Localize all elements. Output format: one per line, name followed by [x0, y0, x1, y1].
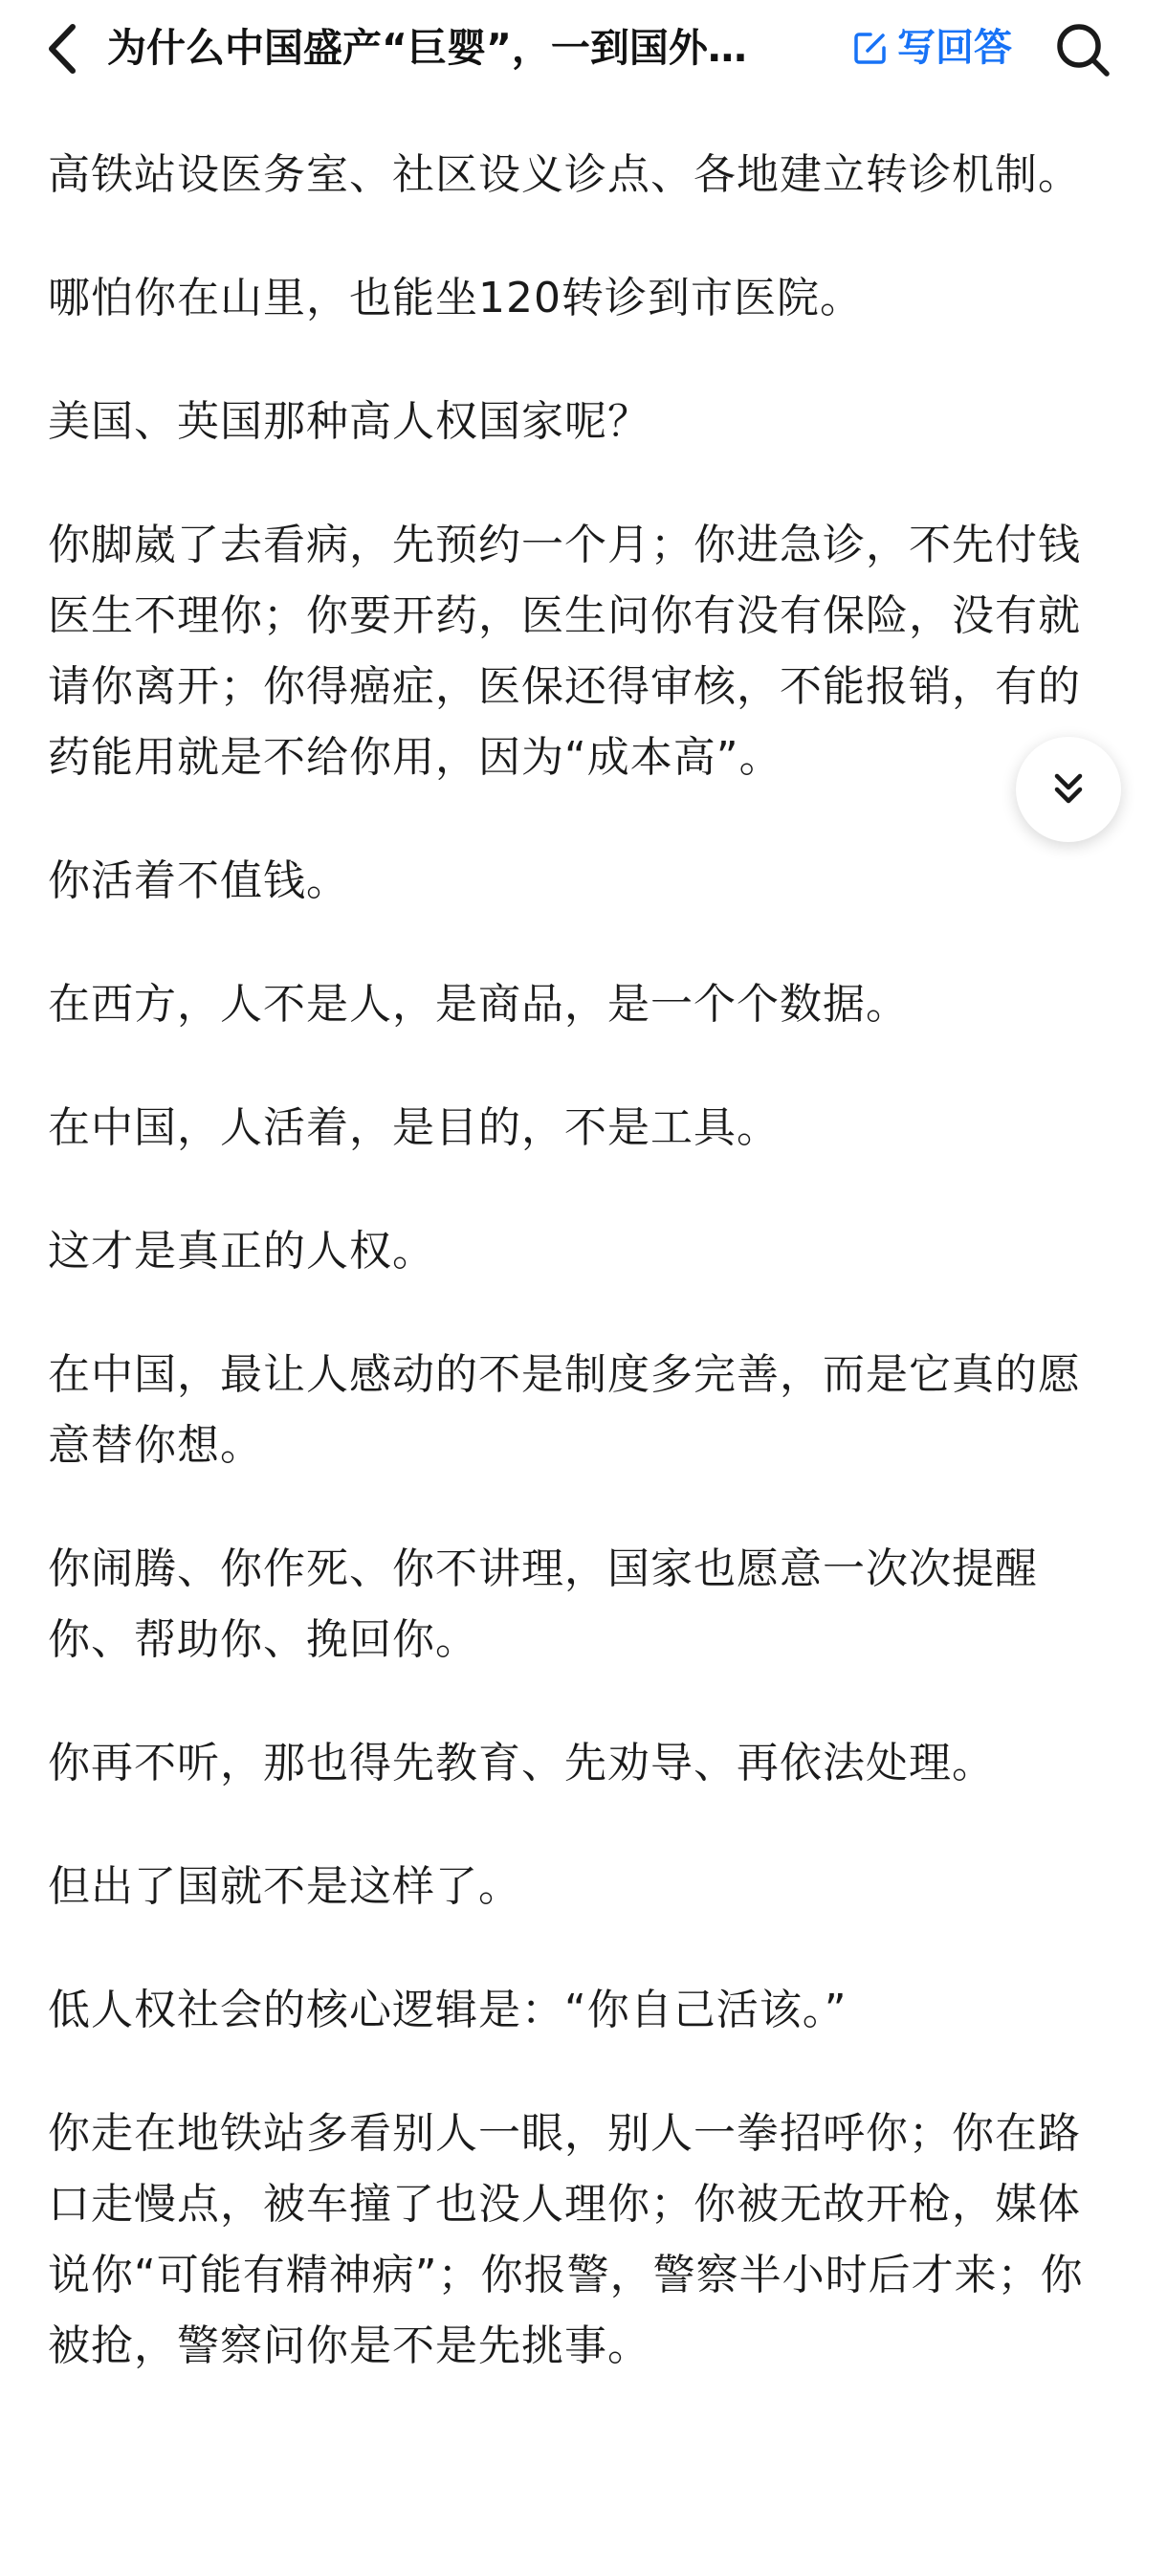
paragraph: 你闹腾、你作死、你不讲理，国家也愿意一次次提醒你、帮助你、挽回你。 [48, 1544, 1038, 1664]
edit-icon [851, 29, 890, 67]
paragraph: 哪怕你在山里，也能坐120转诊到市医院。 [48, 274, 863, 322]
paragraph: 低人权社会的核心逻辑是：“你自己活该。” [48, 1986, 848, 2034]
paragraph: 在中国，人活着，是目的，不是工具。 [48, 1103, 780, 1152]
write-answer-button[interactable] [851, 21, 1012, 75]
chevron-left-icon[interactable] [38, 19, 88, 78]
paragraph: 这才是真正的人权。 [48, 1227, 435, 1276]
paragraph: 在西方，人不是人，是商品，是一个个数据。 [48, 980, 909, 1029]
page-title[interactable]: 为什么中国盛产“巨婴”，一到国外… [107, 25, 747, 71]
paragraph: 你走在地铁站多看别人一眼，别人一拳招呼你；你在路口走慢点，被车撞了也没人理你；你被无故开枪，媒体说你“可能有精神病”；你报警，警察半小时后才来；你被抢，警察问你是不是先挑事。 [48, 2109, 1084, 2370]
paragraph: 美国、英国那种高人权国家呢？ [48, 397, 650, 446]
paragraph: 在中国，最让人感动的不是制度多完善，而是它真的愿意替你想。 [48, 1350, 1081, 1470]
paragraph: 你活着不值钱。 [48, 856, 349, 905]
scroll-to-next-button[interactable] [1016, 737, 1121, 842]
paragraph: 你再不听，那也得先教育、先劝导、再依法处理。 [48, 1739, 995, 1788]
write-answer-label: 写回答 [897, 26, 1012, 70]
answer-body [48, 140, 1119, 2434]
search-icon[interactable] [1052, 19, 1113, 80]
paragraph: 你脚崴了去看病，先预约一个月；你进急诊，不先付钱医生不理你；你要开药，医生问你有没有保险，没有就请你离开；你得癌症，医保还得审核，不能报销，有的药能用就是不给你用，因为“成本高”。 [48, 521, 1081, 782]
paragraph: 但出了国就不是这样了。 [48, 1862, 521, 1911]
double-chevron-down-icon [1047, 768, 1090, 811]
top-bar [0, 0, 1167, 96]
paragraph: 高铁站设医务室、社区设义诊点、各地建立转诊机制。 [48, 150, 1081, 199]
